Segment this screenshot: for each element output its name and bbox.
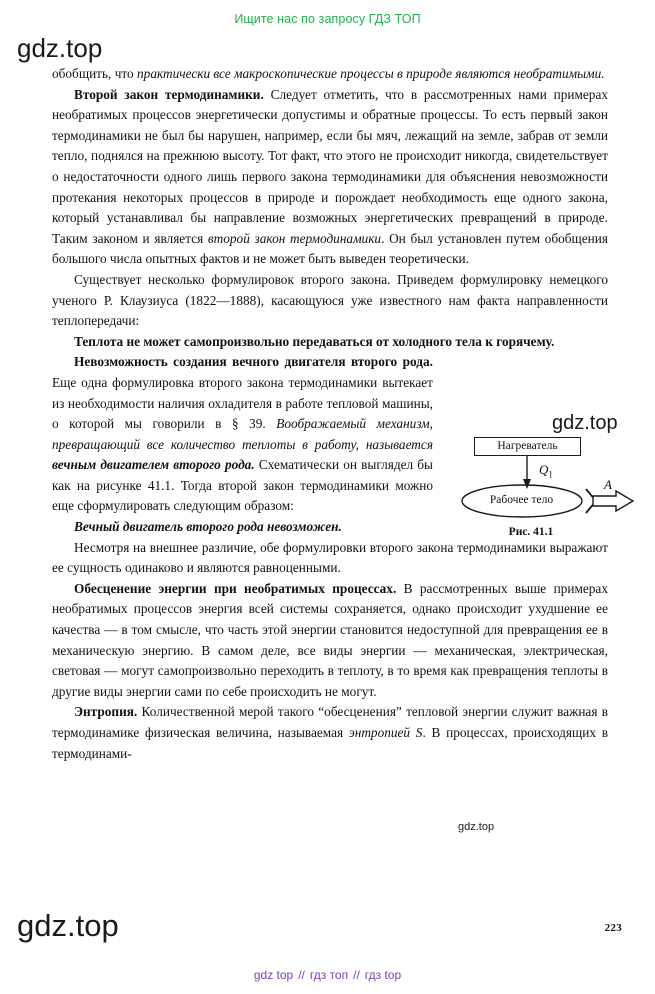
p9-tail: . В процессах, происходящих в термодинами-: [52, 725, 609, 761]
paragraph-8: [52, 579, 608, 703]
p5-bold-italic: вечным двигателем второго рода.: [52, 457, 255, 473]
paragraph-1: [52, 64, 608, 85]
p4-statement: Теплота не может самопроизвольно передаваться от холодного тела к горячему.: [74, 333, 555, 349]
figure-41-1: [456, 437, 646, 547]
working-body-label: Рабочее тело: [489, 494, 554, 506]
p2-tail: . Он был установлен путем обобщения большого числа опытных фактов и не может быть выведен теоретически.: [52, 230, 608, 267]
footer-separator-1: //: [298, 968, 305, 982]
paragraph-9-entropy: [52, 702, 608, 764]
heater-label: Нагреватель: [497, 440, 558, 452]
promo-banner: Ищите нас по запросу ГДЗ ТОП: [234, 12, 421, 26]
p5-text: Еще одна формулировка второго закона термодинамики вытекает из необходимости наличия охладителя в работе тепловой машины, о которой мы говорили в § 39.: [52, 374, 433, 432]
work-arrow-icon: [593, 491, 633, 511]
p5-tail: Схематически он выглядел бы как на рисунке 41.1. Тогда второй закон термодинамики можно еще сформулировать следующим образом:: [52, 457, 433, 514]
p5-heading: Невозможность создания вечного двигателя второго рода.: [74, 354, 433, 370]
heat-quantity-label: [539, 462, 553, 480]
paragraph-7: Несмотря на внешнее различие, обе формулировки второго закона термодинамики выражают ее сущность одинаково и являются равноценными.: [52, 539, 608, 576]
heat-arrow-head-icon: [523, 479, 531, 489]
watermark-middle-right: gdz.top: [552, 412, 618, 434]
p8-heading: Обесценение энергии при необратимых процессах.: [74, 580, 397, 596]
work-label: A: [604, 477, 612, 492]
p6-statement: Вечный двигатель второго рода невозможен.: [74, 519, 342, 535]
heat-q-symbol: Q: [539, 462, 549, 477]
page-body-text: [52, 64, 608, 764]
paragraph-2: [52, 85, 608, 270]
paragraph-3: Существует несколько формулировок второго закона. Приведем формулировку немецкого ученого Р. Клаузиуса (1822—1888), касающуюся уже известного нам факта направленности теплопередачи:: [52, 271, 608, 329]
p2-text: Следует отметить, что в рассмотренных нами примерах необратимых процессов энергетически допустимы и обратные процессы. То есть первый закон термодинамики не был бы нарушен, например, если бы мяч, лежащий на земле, забрав от земли тепло, поднялся на прежнюю высоту. Тот факт, что этого не происходит никогда, свидетельствует о недостаточности одного лишь первого закона термодинамики для объяснения невозможности протекания некоторых процессов в природе и порождает необходимость еще одного закона, который устанавливал бы направление возможных энергетических превращений в природе. Таким законом и является: [52, 86, 609, 246]
p9-heading: Энтропия.: [74, 704, 138, 720]
heat-q-subscript: 1: [548, 469, 553, 480]
footer-link-1[interactable]: gdz top: [253, 968, 294, 982]
footer-links: [0, 968, 655, 982]
p9-italic: энтропией S: [348, 725, 423, 740]
p9-text: Количественной мерой такого “обесценения” тепловой энергии служит важная в термодинамике физическая величина, называемая: [52, 704, 608, 740]
footer-link-2[interactable]: гдз топ: [309, 968, 349, 982]
p1-italic: практически все макроскопические процессы в природе являются необратимыми.: [137, 66, 605, 81]
p2-heading: Второй закон термодинамики.: [74, 86, 264, 102]
footer-link-3[interactable]: гдз top: [364, 968, 402, 982]
p1-lead: обобщить, что: [52, 66, 138, 81]
p5-italic: Воображаемый механизм, превращающий все количество теплоты в работу, называется: [52, 416, 433, 452]
footer-separator-2: //: [353, 968, 360, 982]
watermark-bottom-left: gdz.top: [17, 908, 119, 943]
p2-italic: второй закон термодинамики: [207, 230, 382, 246]
page-number: 223: [604, 922, 622, 934]
figure-caption: Рис. 41.1: [508, 526, 554, 538]
watermark-small-center: gdz.top: [458, 821, 495, 833]
paragraph-4-clausius: [52, 332, 608, 353]
watermark-top-left: gdz.top: [17, 33, 103, 63]
p8-text: В рассмотренных выше примерах необратимых процессов энергия всей системы сохраняется, однако происходит ухудшение ее качества — в том смысле, что часть этой энергии становится недоступной для превращения ее в механическую энергию. В самом деле, все виды энергии — механическая, электрическая, световая — могут самопроизвольно переходить в теплоту, в то время как превращения теплоты в другие виды энергии сами по себе происходить не могут.: [52, 580, 608, 699]
